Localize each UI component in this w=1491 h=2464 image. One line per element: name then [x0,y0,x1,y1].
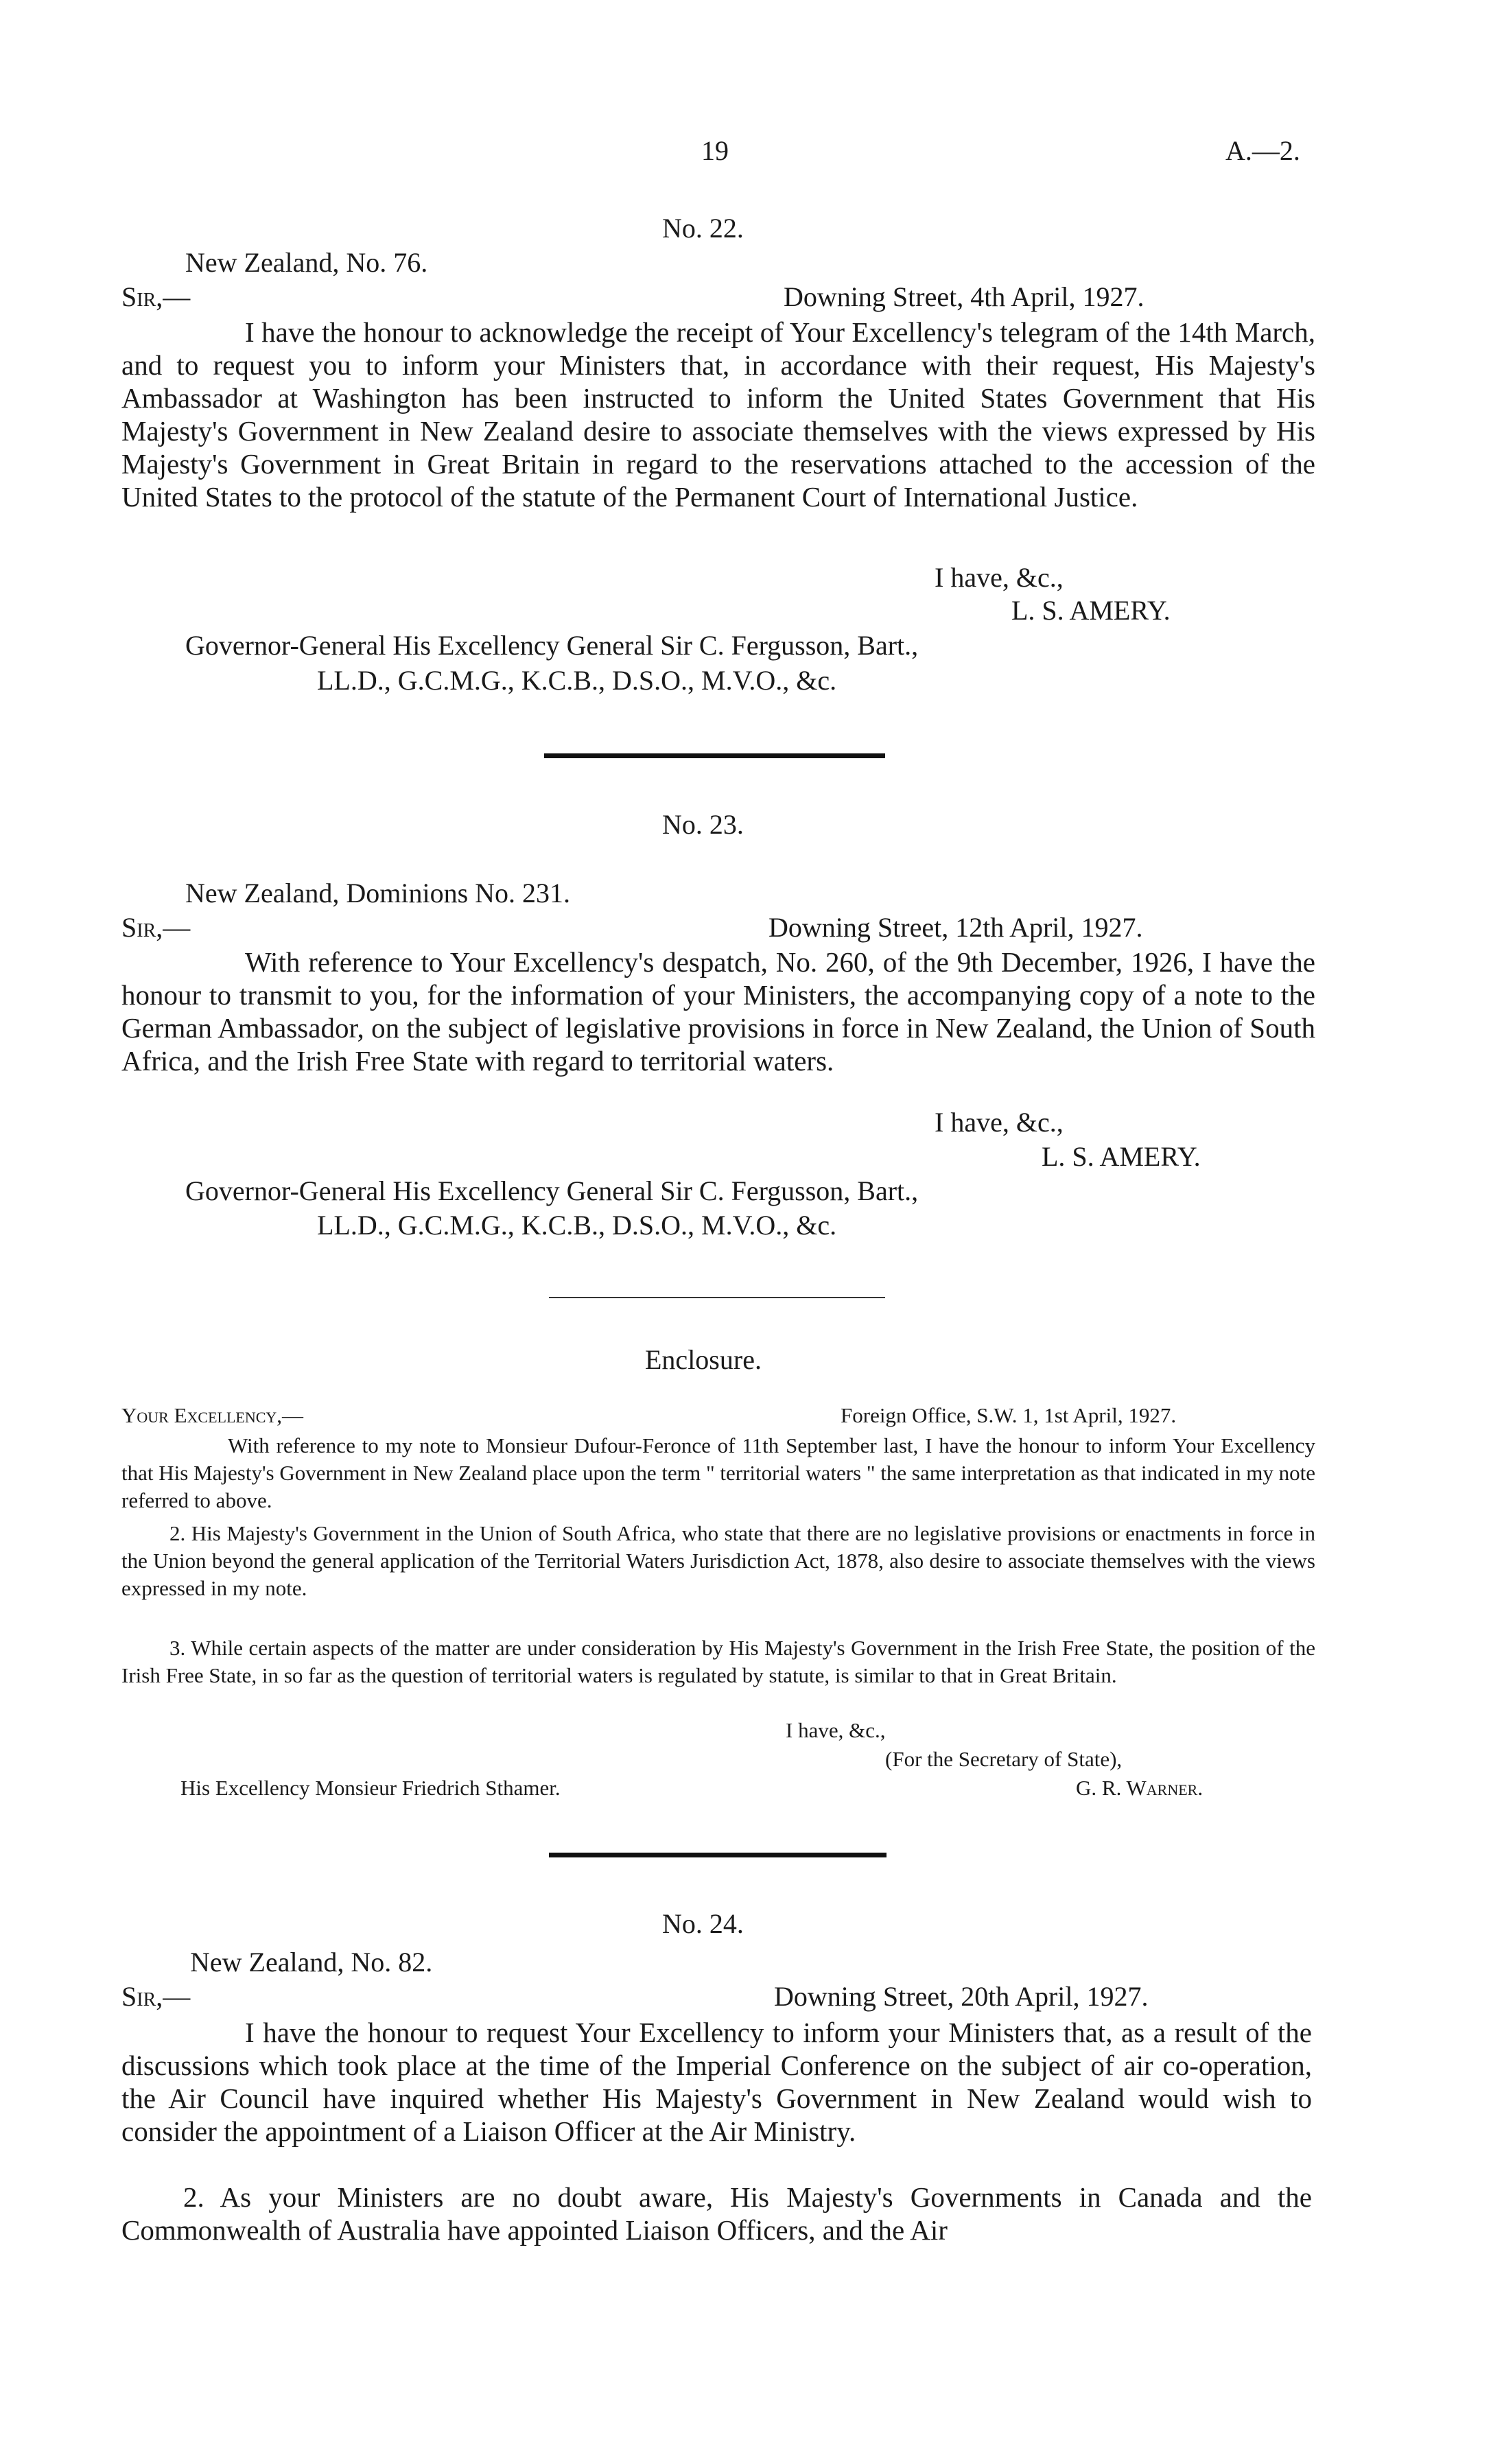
dispatch-reference: New Zealand, No. 76. [185,247,428,278]
salutation: Sir,— [121,912,191,943]
letter-paragraph-1: I have the honour to request Your Excellency to inform your Ministers that, as a result of the discussions which took place at the time of the Imperial Conference on the subject of air co-operation, the Air Council have inquired whether His Majesty's Government in New Zealand would wish to consider the appointment of a Liaison Officer at the Air Ministry. [121,2017,1312,2147]
letter-paragraph-2: 2. As your Ministers are no doubt aware, His Majesty's Governments in Canada and the Commonwealth of Australia have appointed Liaison Officers, and the Air [121,2181,1312,2246]
section-divider [549,1853,887,1857]
signature: G. R. Warner. [1076,1776,1204,1800]
addressee-line-1: Governor-General His Excellency General Sir C. Fergusson, Bart., [185,630,919,661]
document-reference: A.—2. [1225,135,1300,166]
addressee-line-2: LL.D., G.C.M.G., K.C.B., D.S.O., M.V.O., &c. [317,1210,837,1241]
place-date: Downing Street, 20th April, 1927. [774,1981,1149,2012]
letter-number: No. 24. [662,1908,744,1939]
salutation: Sir,— [121,281,191,312]
page-number: 19 [701,135,729,166]
letter-number: No. 23. [662,809,744,840]
closing: I have, &c., [935,1107,1064,1138]
closing: I have, &c., [935,562,1064,593]
enclosure-divider [549,1297,885,1298]
letter-number: No. 22. [662,213,744,244]
enclosure-paragraph-1: With reference to my note to Monsieur Dufour-Feronce of 11th September last, I have the honour to inform Your Excellency that His Majesty's Government in New Zealand place upon the term " territorial waters " the same interpretation as that indicated in my note referred to above. [121,1433,1315,1512]
enclosure-paragraph-3: 3. While certain aspects of the matter are under consideration by His Majesty's Government in the Irish Free State, the position of the Irish Free State, in so far as the question of territorial waters is regulated by statute, is similar to that in Great Britain. [121,1636,1315,1687]
dispatch-reference: New Zealand, No. 82. [190,1947,433,1978]
dispatch-reference: New Zealand, Dominions No. 231. [185,878,571,908]
for-secretary-line: (For the Secretary of State), [885,1747,1123,1771]
addressee-line-1: Governor-General His Excellency General Sir C. Fergusson, Bart., [185,1175,919,1206]
enclosure-paragraph-2: 2. His Majesty's Government in the Union of South Africa, who state that there are no legislative provisions or enactments in force in the Union beyond the general application of the Territorial Waters Jurisdiction Act, 1878, also desire to associate themselves with the views expressed in my note. [121,1521,1315,1600]
place-date: Foreign Office, S.W. 1, 1st April, 1927. [841,1403,1177,1427]
salutation: Sir,— [121,1981,191,2012]
letter-body: I have the honour to acknowledge the receipt of Your Excellency's telegram of the 14th March, and to request you to inform your Ministers that, in accordance with their request, His Majesty's Ambassador at Washington has been instructed to inform the United States Government that His Majesty's Government in New Zealand desire to associate themselves with the views expressed by His Majesty's Government in Great Britain in regard to the reservations attached to the accession of the United States to the protocol of the statute of the Permanent Court of International Justice. [121,316,1315,513]
closing: I have, &c., [786,1718,886,1742]
salutation: Your Excellency,— [121,1403,304,1427]
place-date: Downing Street, 4th April, 1927. [784,281,1144,312]
section-divider [544,753,885,758]
signature: L. S. AMERY. [1011,595,1171,626]
enclosure-title: Enclosure. [645,1344,762,1375]
place-date: Downing Street, 12th April, 1927. [768,912,1143,943]
letter-body: With reference to Your Excellency's despatch, No. 260, of the 9th December, 1926, I have the honour to transmit to you, for the information of your Ministers, the accompanying copy of a note to the German Ambassador, on the subject of legislative provisions in force in New Zealand, the Union of South Africa, and the Irish Free State with regard to territorial waters. [121,946,1315,1077]
addressee-line-2: LL.D., G.C.M.G., K.C.B., D.S.O., M.V.O., &c. [317,665,837,696]
addressee: His Excellency Monsieur Friedrich Sthamer. [180,1776,561,1800]
signature: L. S. AMERY. [1042,1141,1201,1172]
